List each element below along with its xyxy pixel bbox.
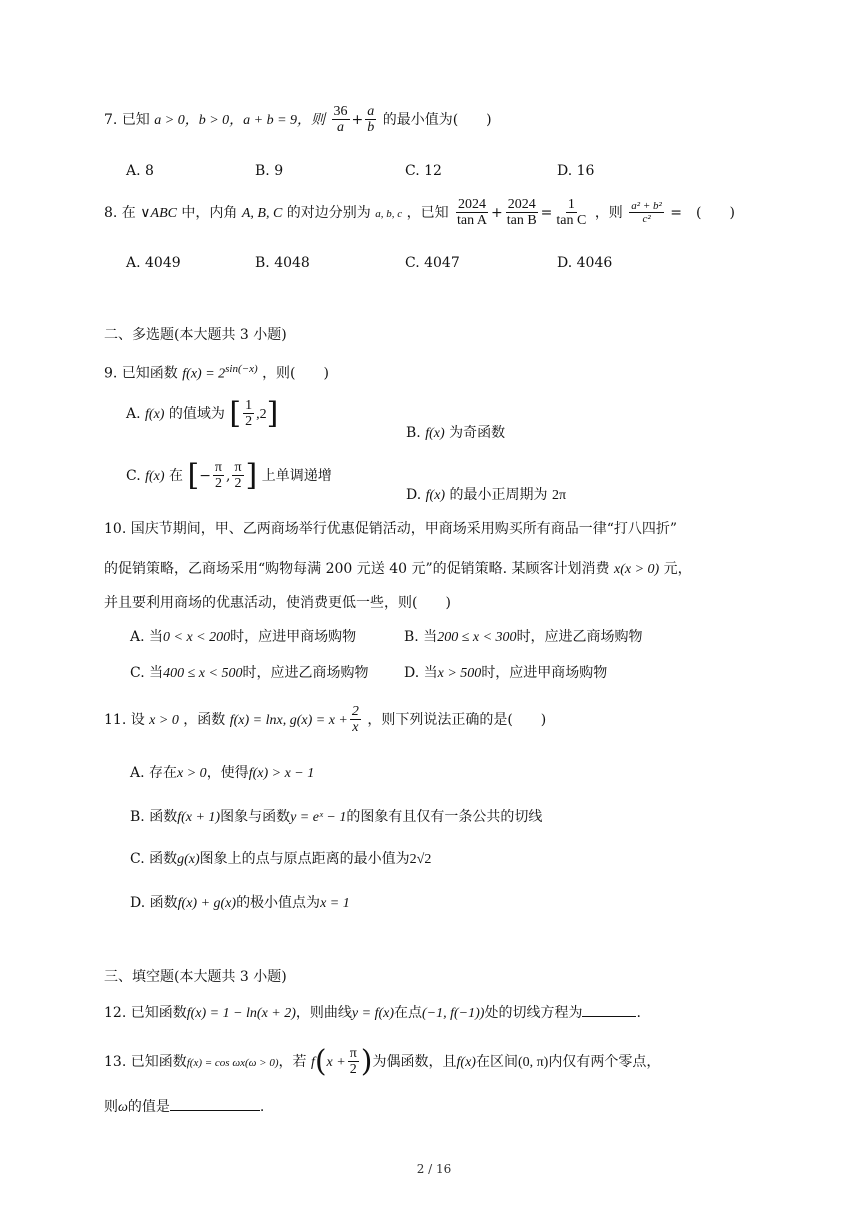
q9-option-a: A. f(x) 的值域为 [ $\frac{1}{2}$ ,2] (126, 395, 279, 431)
q7-option-b: B. 9 (255, 163, 284, 179)
q8-fraction-b: $\frac{2024}{\text{tan B}}$ (506, 197, 537, 229)
q10-option-a: A. 当0 < x < 200时，应进甲商场购物 (130, 629, 357, 645)
question-7: 7. 已知 a > 0，b > 0，a + b = 9，则 $\frac{36}{a}$ + $\frac{a}{b}$ 的最小值为( ) (104, 104, 492, 136)
q7-fraction-2: $\frac{a}{b}$ (367, 104, 375, 136)
question-10-line-3: 并且要利用商场的优惠活动，使消费更低一些，则( ) (104, 595, 451, 611)
question-12: 12. 已知函数f(x) = 1 − ln(x + 2)，则曲线y = f(x)在点(−1, f(−1))处的切线方程为 . (104, 1005, 641, 1021)
question-10-line-1: 10. 国庆节期间，甲、乙两商场举行优惠促销活动，甲商场采用购买所有商品一律“打八四折” (104, 521, 678, 537)
q7-option-c: C. 12 (405, 163, 442, 179)
section-heading-fill-in: 三、填空题(本大题共 3 小题) (104, 969, 287, 985)
q11-option-c: C. 函数g(x)图象上的点与原点距离的最小值为2√2 (130, 851, 432, 867)
question-13: 13. 已知函数f(x) = cos ωx(ω > 0)，若 f(x + $\frac{\pi}{2}$ )为偶函数，且f(x)在区间(0, π)内仅有两个零点， (104, 1043, 661, 1079)
q8-fraction-d: $\frac{\text{a² + b²}}{\text{c²}}$ (631, 200, 662, 226)
q11-option-a: A. 存在x > 0，使得f(x) > x − 1 (130, 765, 315, 781)
q9-option-c: C. f(x) 在 [− $\frac{\pi}{2}$ , $\frac{\pi}{2}$ ] 上单调递增 (126, 457, 332, 493)
q7-option-d: D. 16 (557, 163, 595, 179)
q11-option-d: D. 函数f(x) + g(x)的极小值点为x = 1 (130, 895, 350, 911)
q10-option-b: B. 当200 ≤ x < 300时，应进乙商场购物 (404, 629, 643, 645)
question-10-line-2: 的促销策略，乙商场采用“购物每满 200 元送 40 元”的促销策略. 某顾客计划消费 x(x > 0) 元， (104, 561, 692, 577)
q12-answer-blank[interactable] (582, 1016, 636, 1017)
q7-tail: 的最小值为( ) (382, 111, 492, 128)
q7-known: 已知 (121, 111, 150, 128)
q8-fraction-a: $\frac{2024}{\text{tan A}}$ (457, 197, 487, 229)
q10-option-c: C. 当400 ≤ x < 500时，应进乙商场购物 (130, 665, 369, 681)
section-heading-multiple-choice: 二、多选题(本大题共 3 小题) (104, 327, 287, 343)
q11-option-b: B. 函数f(x + 1)图象与函数y = eˣ − 1的图象有且仅有一条公共的切线 (130, 809, 543, 825)
question-8: 8. 在 ∨ABC 中，内角 A, B, C 的对边分别为 a, b, c ，已知 $\frac{2024}{\text{tan A}}$ + $\frac{2024}{\text{tan B}}$ = $\frac{1}{\text{tan C}}$ ，则 $\frac{\text{a² + b²}}{\text{c²}}$ = ( ) (104, 197, 735, 229)
question-13-line-2: 则ω的值是 . (104, 1099, 265, 1115)
q7-condition: a > 0，b > 0，a + b = 9，则 (154, 112, 326, 128)
q9-option-d: D. f(x) 的最小正周期为 2π (406, 487, 567, 503)
q8-triangle: ∨ABC (140, 205, 177, 221)
question-11: 11. 设 x > 0 ，函数 f(x) = lnx, g(x) = x + $\frac{2}{x}$ ，则下列说法正确的是( ) (104, 704, 547, 736)
q10-option-d: D. 当x > 500时，应进甲商场购物 (404, 665, 608, 681)
q8-option-c: C. 4047 (405, 255, 460, 271)
q8-option-b: B. 4048 (255, 255, 310, 271)
q8-option-d: D. 4046 (557, 255, 613, 271)
q7-number: 7. (104, 111, 118, 128)
question-9: 9. 已知函数 $f(x) = 2^{sin(-x)}$ ，则( ) (104, 363, 329, 382)
q13-answer-blank[interactable] (170, 1110, 260, 1111)
q8-option-a: A. 4049 (126, 255, 181, 271)
q7-option-a: A. 8 (126, 163, 154, 179)
q7-fraction-1: $\frac{36}{a}$ (333, 104, 348, 136)
q9-option-b: B. f(x) 为奇函数 (406, 425, 506, 441)
page-number: 2 / 16 (416, 1162, 452, 1176)
q8-fraction-c: $\frac{1}{\text{tan C}}$ (556, 197, 587, 229)
